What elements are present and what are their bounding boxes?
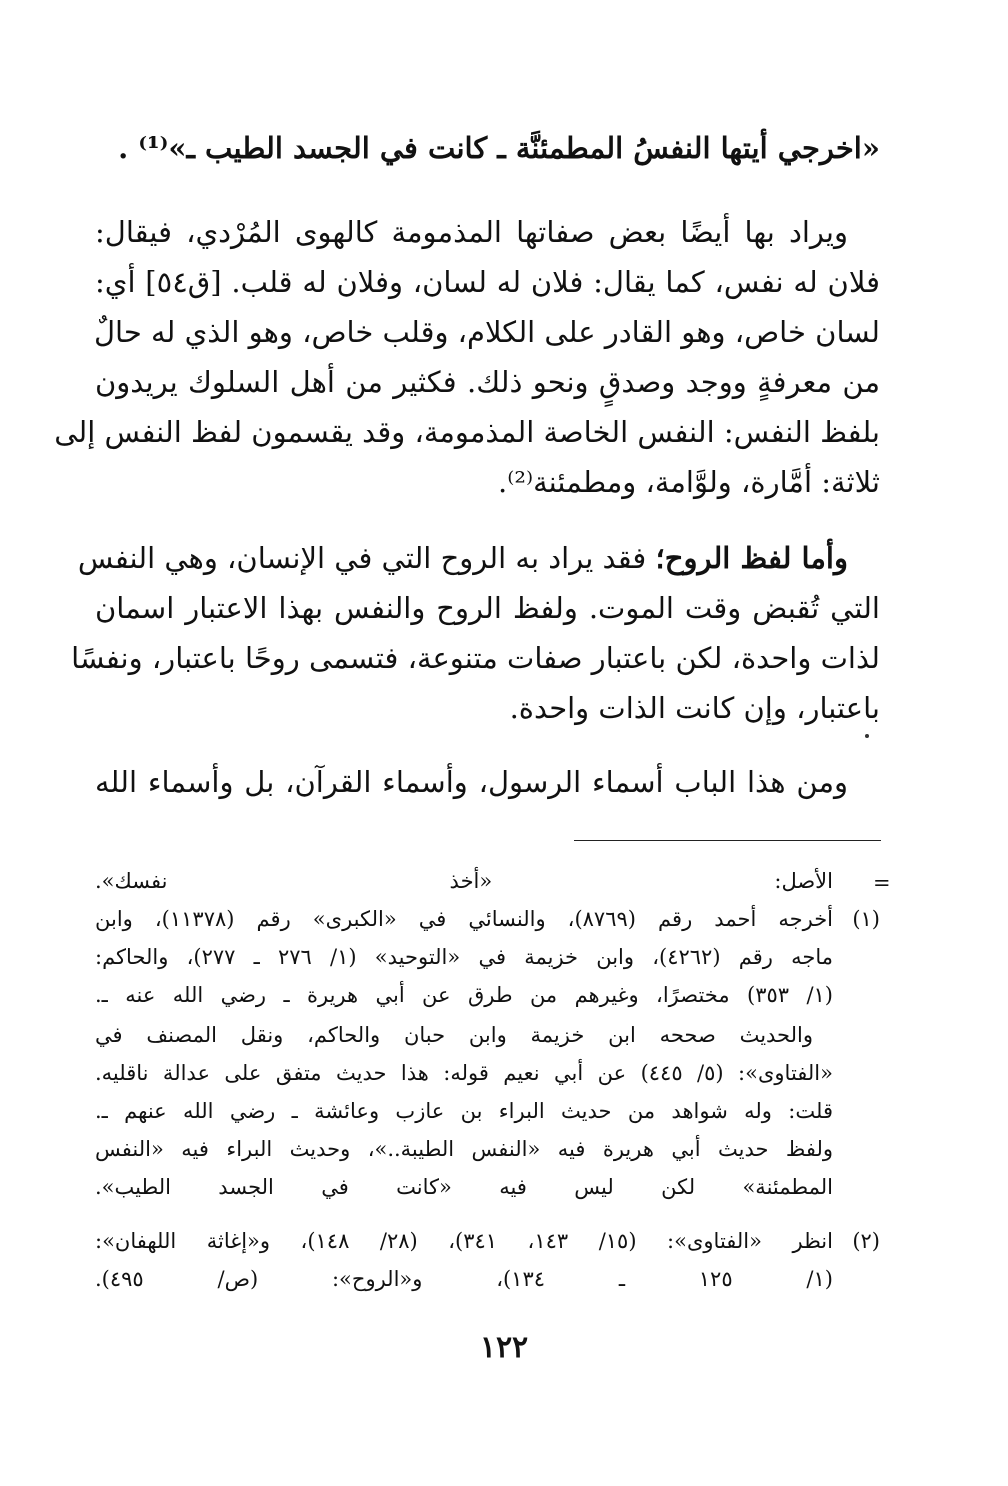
footnote-line: أخرجه أحمد رقم (٨٧٦٩)، والنسائي في «الكبرى» رقم (١١٣٧٨)، وابن bbox=[95, 907, 834, 931]
text-line: فلان له نفس، كما يقال: فلان له لسان، وفلان له قلب. [ق٥٤] أي: bbox=[95, 265, 880, 299]
continuation-marker: = bbox=[873, 871, 891, 895]
footnote-line: (١/ ٣٥٣) مختصرًا، وغيرهم من طرق عن أبي هريرة ـ رضي الله عنه ـ. bbox=[95, 983, 833, 1007]
text-line: بلفظ النفس: النفس الخاصة المذمومة، وقد يقسمون لفظ النفس إلى bbox=[54, 415, 880, 449]
footnote-line: «الفتاوى»: (٥/ ٤٤٥) عن أبي نعيم قوله: هذا حديث متفق على عدالة ناقليه. bbox=[95, 1061, 833, 1085]
footnote-line: (١/ ١٢٥ ـ ١٣٤)، و«الروح»: (ص/ ٤٩٥). bbox=[95, 1267, 833, 1291]
text-line: التي تُقبض وقت الموت. ولفظ الروح والنفس بهذا الاعتبار اسمان bbox=[95, 591, 880, 625]
footnote-line: المطمئنة» لكن ليس فيه «كانت في الجسد الطيب». bbox=[95, 1175, 833, 1199]
text-line: باعتبار، وإن كانت الذات واحدة. bbox=[509, 691, 880, 725]
text-line: ويراد بها أيضًا بعض صفاتها المذمومة كالهوى المُرْدي، فيقال: bbox=[95, 215, 848, 249]
footnote-separator bbox=[574, 840, 881, 841]
bold-term: وأما لفظ الروح؛ bbox=[655, 541, 848, 575]
footnote-line: ولفظ حديث أبي هريرة فيه «النفس الطيبة..»، وحديث البراء فيه «النفس bbox=[95, 1137, 833, 1161]
footnote-line: قلت: وله شواهد من حديث البراء بن عازب وعائشة ـ رضي الله عنهم ـ. bbox=[95, 1099, 833, 1123]
footnote-line: انظر «الفتاوى»: (١٥/ ١٤٣، ٣٤١)، (٢٨/ ١٤٨)، و«إغاثة اللهفان»: bbox=[95, 1229, 833, 1253]
text-run: فقد يراد به الروح التي في الإنسان، وهي النفس bbox=[77, 541, 656, 575]
footnote-number: (٢) bbox=[852, 1229, 880, 1253]
page-number: ١٢٢ bbox=[479, 1330, 529, 1365]
footnote-line: ماجه رقم (٤٢٦٢)، وابن خزيمة في «التوحيد» (١/ ٢٧٦ ـ ٢٧٧)، والحاكم: bbox=[95, 945, 833, 969]
footnote-continuation: الأصل: «أخذ نفسك». bbox=[95, 869, 833, 893]
paragraph-3: ومن هذا الباب أسماء الرسول، وأسماء القرآن، بل وأسماء الله bbox=[95, 765, 848, 799]
quote-line: «اخرجي أيتها النفسُ المطمئنَّة ـ كانت في الجسد الطيب ـ»⁽¹⁾ . bbox=[118, 131, 880, 165]
text-line bbox=[77, 538, 848, 582]
stray-dot bbox=[865, 734, 869, 738]
footnote-number: (١) bbox=[852, 907, 880, 931]
text-line: من معرفةٍ ووجد وصدقٍ ونحو ذلك. فكثير من أهل السلوك يريدون bbox=[95, 365, 880, 399]
footnote-line: والحديث صححه ابن خزيمة وابن حبان والحاكم، ونقل المصنف في bbox=[95, 1023, 813, 1047]
text-line: لذات واحدة، لكن باعتبار صفات متنوعة، فتسمى روحًا باعتبار، ونفسًا bbox=[71, 641, 880, 675]
text-line: ثلاثة: أمَّارة، ولوَّامة، ومطمئنة⁽²⁾. bbox=[498, 465, 880, 499]
text-line: لسان خاص، وهو القادر على الكلام، وقلب خاص، وهو الذي له حالٌ bbox=[93, 315, 880, 349]
